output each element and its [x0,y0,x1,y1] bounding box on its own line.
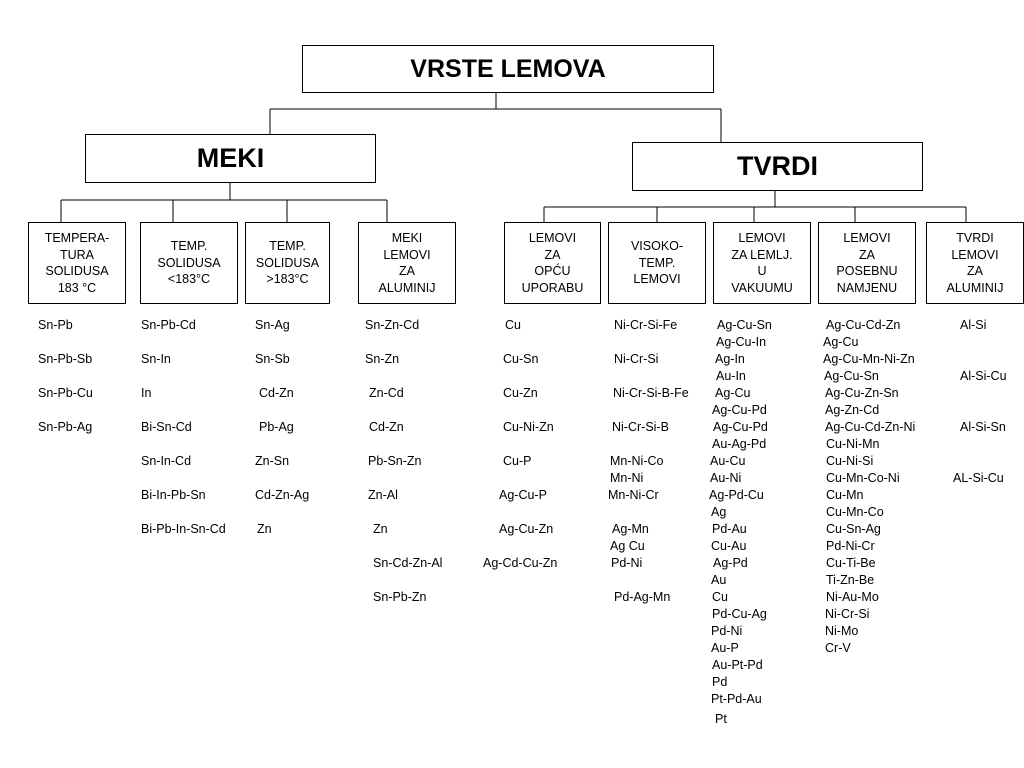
solder-item: Cu-Ni-Mn [826,437,880,451]
solder-item: Al-Si-Sn [960,420,1006,434]
category-node-above-183: TEMP. SOLIDUSA >183°C [245,222,330,304]
solder-item: Sn-Pb-Cd [141,318,196,332]
solder-item: Pd-Au [712,522,747,536]
solder-item: Pt [715,712,727,726]
solder-item: Cu [505,318,521,332]
solder-item: Sn-In [141,352,171,366]
solder-item: Au-Ni [710,471,742,485]
solder-item: Au-In [716,369,746,383]
meki-node: MEKI [85,134,376,183]
solder-item: Ag-Cu-Zn [499,522,554,536]
solder-item: Sn-In-Cd [141,454,192,468]
solder-item: Zn-Sn [255,454,290,468]
category-node-general-use: LEMOVI ZA OPĆU UPORABU [504,222,601,304]
solder-item: Cu-Sn-Ag [826,522,881,536]
root-node: VRSTE LEMOVA [302,45,714,93]
solder-item: Ag-Cu-Cd-Zn [826,318,901,332]
solder-item: Pd [712,675,728,689]
solder-item: In [141,386,152,400]
solder-item: Zn-Cd [369,386,404,400]
solder-item: Ag-Cu-Cd-Zn-Ni [825,420,916,434]
solder-item: Ni-Au-Mo [826,590,879,604]
solder-item: Ag-Cu-Zn-Sn [825,386,899,400]
solder-item: AL-Si-Cu [953,471,1004,485]
solder-item: Zn [257,522,272,536]
solder-item: Cu-Sn [503,352,539,366]
solder-item: Au-P [711,641,739,655]
solder-item: Cu-Ni-Zn [503,420,554,434]
solder-item: Ni-Cr-Si [825,607,870,621]
solder-item: Au-Cu [710,454,746,468]
solder-item: Al-Si [960,318,987,332]
solder-item: Ni-Mo [825,624,859,638]
solder-item: Cd-Zn [369,420,404,434]
solder-item: Pd-Cu-Ag [712,607,767,621]
solder-item: Cu-Zn [503,386,538,400]
solder-item: Cu-Mn-Co [826,505,884,519]
solder-item: Mn-Ni [610,471,644,485]
solder-item: Mn-Ni-Cr [608,488,659,502]
solder-item: Sn-Zn [365,352,400,366]
solder-item: Cu-Au [711,539,747,553]
solder-item: Ni-Cr-Si-B [612,420,669,434]
solder-item: Cu-Mn-Co-Ni [826,471,900,485]
category-node-high-temp: VISOKO- TEMP. LEMOVI [608,222,706,304]
solder-item: Bi-Pb-In-Sn-Cd [141,522,226,536]
solder-item: Au [711,573,727,587]
solder-item: Sn-Pb-Sb [38,352,93,366]
solder-item: Sn-Zn-Cd [365,318,420,332]
solder-item: Cu-P [503,454,532,468]
solder-item: Zn-Al [368,488,398,502]
category-node-soft-aluminium: MEKI LEMOVI ZA ALUMINIJ [358,222,456,304]
solder-item: Ag-Cu-Pd [712,403,767,417]
solder-item: Pd-Ni [711,624,743,638]
solder-item: Pd-Ni [611,556,643,570]
solder-item: Cd-Zn [259,386,294,400]
solder-item: Mn-Ni-Co [610,454,664,468]
solder-item: Cu-Ni-Si [826,454,874,468]
solder-item: Zn [373,522,388,536]
solder-item: Sn-Ag [255,318,290,332]
solder-item: Cu-Ti-Be [826,556,876,570]
solder-item: Cd-Zn-Ag [255,488,310,502]
category-node-special-purpose: LEMOVI ZA POSEBNU NAMJENU [818,222,916,304]
solder-item: Ag-Pd-Cu [709,488,764,502]
solder-item: Ag-Cu-Mn-Ni-Zn [823,352,915,366]
solder-item: Ag-Cu-P [499,488,547,502]
solder-item: Ag Cu [610,539,645,553]
solder-item: Ag-Cd-Cu-Zn [483,556,558,570]
solder-item: Au-Pt-Pd [712,658,763,672]
solder-item: Sn-Sb [255,352,290,366]
solder-item: Cu [712,590,728,604]
solder-item: Ni-Cr-Si-Fe [614,318,678,332]
solder-item: Pb-Sn-Zn [368,454,422,468]
solder-item: Pd-Ni-Cr [826,539,875,553]
solder-item: Au-Ag-Pd [712,437,767,451]
solder-item: Sn-Pb-Cu [38,386,93,400]
solder-item: Bi-Sn-Cd [141,420,192,434]
solder-item: Pb-Ag [259,420,294,434]
solder-item: Sn-Pb [38,318,73,332]
solder-item: Sn-Cd-Zn-Al [373,556,443,570]
solder-item: Pt-Pd-Au [711,692,762,706]
tvrdi-node: TVRDI [632,142,923,191]
solder-item: Ag-Cu-Pd [713,420,768,434]
solder-item: Ag-In [715,352,745,366]
solder-item: Al-Si-Cu [960,369,1007,383]
solder-item: Ti-Zn-Be [826,573,875,587]
category-node-vacuum: LEMOVI ZA LEMLJ. U VAKUUMU [713,222,811,304]
solder-item: Ag-Zn-Cd [825,403,880,417]
solder-item: Ni-Cr-Si-B-Fe [613,386,689,400]
category-node-hard-aluminium: TVRDI LEMOVI ZA ALUMINIJ [926,222,1024,304]
solder-item: Ag [711,505,727,519]
solder-item: Ag-Cu [715,386,751,400]
solder-item: Ni-Cr-Si [614,352,659,366]
solder-item: Ag-Pd [713,556,748,570]
solder-item: Ag-Mn [612,522,649,536]
solder-item: Cu-Mn [826,488,864,502]
solder-item: Pd-Ag-Mn [614,590,671,604]
solder-item: Sn-Pb-Zn [373,590,427,604]
solder-item: Ag-Cu-Sn [717,318,772,332]
solder-item: Sn-Pb-Ag [38,420,93,434]
solder-item: Cr-V [825,641,851,655]
solder-item: Bi-In-Pb-Sn [141,488,206,502]
solder-item: Ag-Cu-In [716,335,767,349]
category-node-temp-183: TEMPERA- TURA SOLIDUSA 183 °C [28,222,126,304]
solder-item: Ag-Cu-Sn [824,369,879,383]
solder-item: Ag-Cu [823,335,859,349]
category-node-below-183: TEMP. SOLIDUSA <183°C [140,222,238,304]
